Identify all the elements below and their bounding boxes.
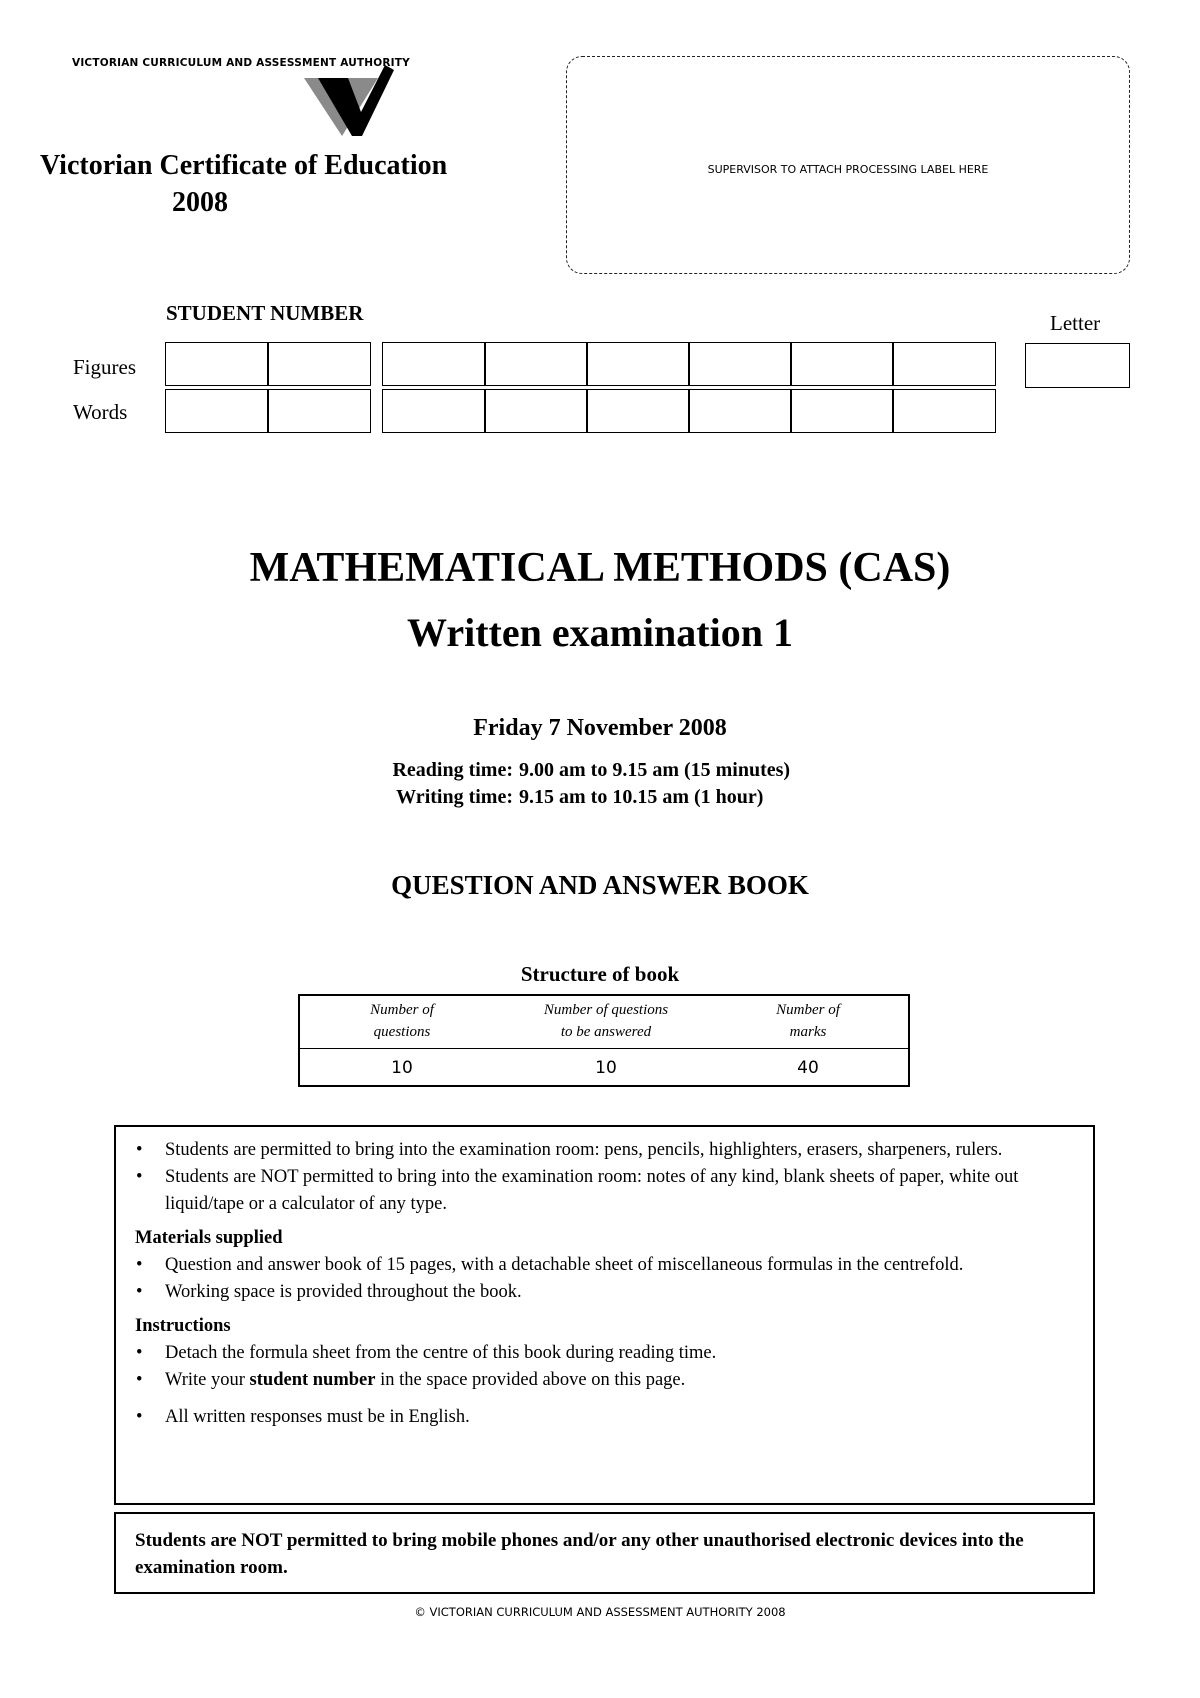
structure-table-header: [300, 996, 908, 1049]
instructions-heading: Instructions: [135, 1316, 231, 1336]
list-item-text: Question and answer book of 15 pages, with a detachable sheet of miscellaneous formulas in the centrefold.: [165, 1255, 964, 1275]
list-item: [135, 1137, 1075, 1164]
bullet: •: [136, 1370, 143, 1390]
instructions-box: [114, 1125, 1095, 1505]
list-item: [135, 1252, 1075, 1279]
column-header: [504, 996, 708, 1048]
processing-label-text: SUPERVISOR TO ATTACH PROCESSING LABEL HERE: [707, 163, 989, 176]
table-cell: 40: [797, 1057, 819, 1078]
vcaa-logo: [72, 56, 432, 146]
list-item: [135, 1340, 1075, 1367]
figures-box[interactable]: [165, 342, 269, 386]
column-header: [708, 996, 908, 1048]
words-box[interactable]: [892, 389, 996, 433]
list-item-text: Students are permitted to bring into the examination room: pens, pencils, highlighters, erasers, sharpeners, rulers.: [165, 1140, 1003, 1160]
writing-time-label: Writing time:: [396, 786, 513, 808]
words-box[interactable]: [484, 389, 588, 433]
exam-date: Friday 7 November 2008: [473, 715, 727, 741]
mobile-phone-warning: Students are NOT permitted to bring mobile phones and/or any other unauthorised electronic devices into the examination room.: [114, 1512, 1095, 1594]
writing-time-value: 9.15 am to 10.15 am (1 hour): [519, 786, 764, 808]
figures-boxes: [165, 342, 994, 386]
bullet: •: [136, 1167, 143, 1187]
column-header: [300, 996, 504, 1048]
list-item: [135, 1404, 1075, 1431]
reading-time-label: Reading time:: [392, 759, 513, 781]
bullet: •: [136, 1282, 143, 1302]
text-run: in the space provided above on this page.: [375, 1370, 686, 1390]
figures-box[interactable]: [382, 342, 486, 386]
student-number-heading: STUDENT NUMBER: [166, 301, 364, 325]
words-box[interactable]: [267, 389, 371, 433]
words-box[interactable]: [790, 389, 894, 433]
column-header-line: Number of: [776, 1002, 840, 1018]
words-boxes: [165, 389, 994, 433]
column-header-line: questions: [373, 1024, 431, 1040]
words-box[interactable]: [688, 389, 792, 433]
list-item-text: Students are NOT permitted to bring into the examination room: notes of any kind, blank sheets of paper, white out liquid/tape or a calculator of any type.: [165, 1167, 1019, 1214]
certificate-year: 2008: [172, 187, 228, 218]
table-row: [300, 1049, 908, 1086]
exam-title: Written examination 1: [407, 610, 793, 655]
figures-box[interactable]: [892, 342, 996, 386]
list-item: [135, 1367, 1075, 1394]
copyright-footer: © VICTORIAN CURRICULUM AND ASSESSMENT AUTHORITY 2008: [414, 1605, 786, 1619]
list-item-text: [165, 1367, 1075, 1394]
bullet: •: [136, 1140, 143, 1160]
column-header-line: marks: [789, 1024, 827, 1040]
bullet: •: [136, 1407, 143, 1427]
figures-label: Figures: [73, 355, 136, 379]
table-cell: 10: [595, 1057, 617, 1078]
list-item: [135, 1164, 1075, 1218]
words-box[interactable]: [586, 389, 690, 433]
structure-table: [298, 994, 910, 1087]
column-header-line: Number of: [370, 1002, 434, 1018]
letter-label: Letter: [1050, 311, 1101, 335]
column-header-line: Number of questions: [543, 1002, 669, 1018]
words-box[interactable]: [382, 389, 486, 433]
text-run: Write your: [165, 1370, 250, 1390]
bullet: •: [136, 1255, 143, 1275]
table-cell: 10: [391, 1057, 413, 1078]
letter-box[interactable]: [1025, 343, 1130, 388]
certificate-title: [40, 147, 448, 221]
figures-box[interactable]: [586, 342, 690, 386]
column-header-line: to be answered: [560, 1024, 652, 1040]
bullet: •: [136, 1343, 143, 1363]
list-item-text: Working space is provided throughout the book.: [165, 1282, 522, 1302]
figures-box[interactable]: [267, 342, 371, 386]
figures-box[interactable]: [790, 342, 894, 386]
materials-heading: Materials supplied: [135, 1228, 283, 1248]
list-item-text: All written responses must be in English.: [165, 1407, 470, 1427]
certificate-name: Victorian Certificate of Education: [40, 150, 448, 181]
exam-times: [360, 757, 790, 811]
figures-box[interactable]: [484, 342, 588, 386]
list-item-text: Detach the formula sheet from the centre of this book during reading time.: [165, 1343, 717, 1363]
book-title: QUESTION AND ANSWER BOOK: [391, 870, 809, 900]
subject-title: MATHEMATICAL METHODS (CAS): [249, 545, 951, 591]
list-item: [135, 1279, 1075, 1306]
figures-box[interactable]: [688, 342, 792, 386]
student-number-emphasis: student number: [249, 1370, 376, 1390]
structure-title: Structure of book: [520, 962, 680, 986]
words-box[interactable]: [165, 389, 269, 433]
authority-logo-text: VICTORIAN CURRICULUM AND ASSESSMENT AUTHORITY: [72, 57, 410, 69]
words-label: Words: [73, 400, 128, 424]
reading-time-value: 9.00 am to 9.15 am (15 minutes): [519, 759, 791, 781]
